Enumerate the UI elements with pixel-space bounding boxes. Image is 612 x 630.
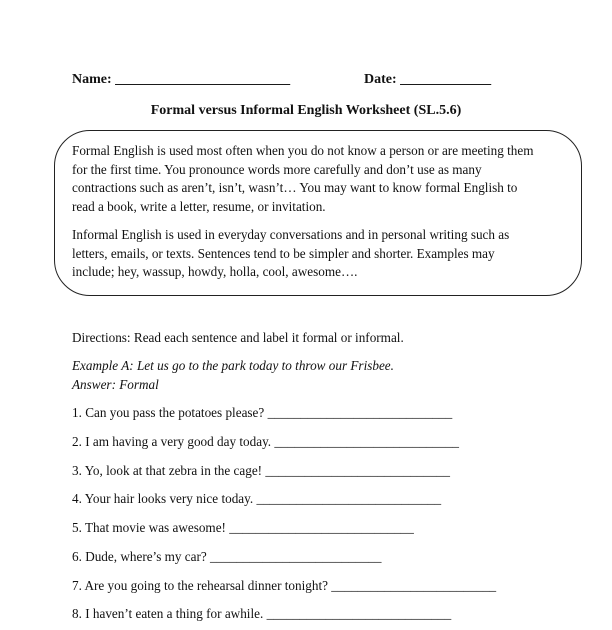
question-8[interactable]: 8. I haven’t eaten a thing for awhile. ____________________________ xyxy=(72,606,452,621)
info-line: read a book, write a letter, resume, or invitation. xyxy=(72,198,326,214)
info-paragraph-formal xyxy=(72,142,534,216)
info-line: letters, emails, or texts. Sentences tend to be simpler and shorter. Examples may xyxy=(72,245,495,261)
name-blank[interactable]: _________________________ xyxy=(115,72,291,87)
worksheet-title: Formal versus Informal English Worksheet (SL.5.6) xyxy=(150,103,462,118)
info-line: Informal English is used in everyday conversations and in personal writing such as xyxy=(72,227,510,242)
date-label: Date: xyxy=(364,72,397,87)
info-line: for the first time. You pronounce words more carefully and don’t use as many xyxy=(72,161,482,177)
info-line: Formal English is used most often when you do not know a person or are meeting them xyxy=(72,143,534,158)
date-field[interactable] xyxy=(364,72,491,88)
example-sentence: Example A: Let us go to the park today to throw our Frisbee. xyxy=(72,358,394,373)
question-2[interactable]: 2. I am having a very good day today. ____________________________ xyxy=(72,434,460,449)
info-line: contractions such as aren’t, isn’t, wasn’t… You may want to know formal English to xyxy=(72,180,518,196)
date-blank[interactable]: _____________ xyxy=(400,72,492,87)
question-7[interactable]: 7. Are you going to the rehearsal dinner tonight? _________________________ xyxy=(72,578,497,593)
info-paragraph-informal xyxy=(72,226,509,282)
question-3[interactable]: 3. Yo, look at that zebra in the cage! ____________________________ xyxy=(72,463,450,478)
directions: Directions: Read each sentence and label it formal or informal. xyxy=(72,330,404,345)
name-field[interactable] xyxy=(72,72,290,88)
question-4[interactable]: 4. Your hair looks very nice today. ____________________________ xyxy=(72,491,442,506)
example-answer: Answer: Formal xyxy=(72,377,159,392)
name-label: Name: xyxy=(72,72,112,87)
question-1[interactable]: 1. Can you pass the potatoes please? ____________________________ xyxy=(72,405,453,420)
question-6[interactable]: 6. Dude, where’s my car? __________________________ xyxy=(72,549,382,564)
info-line: include; hey, wassup, howdy, holla, cool, awesome…. xyxy=(72,264,358,280)
question-5[interactable]: 5. That movie was awesome! ____________________________ xyxy=(72,520,414,535)
